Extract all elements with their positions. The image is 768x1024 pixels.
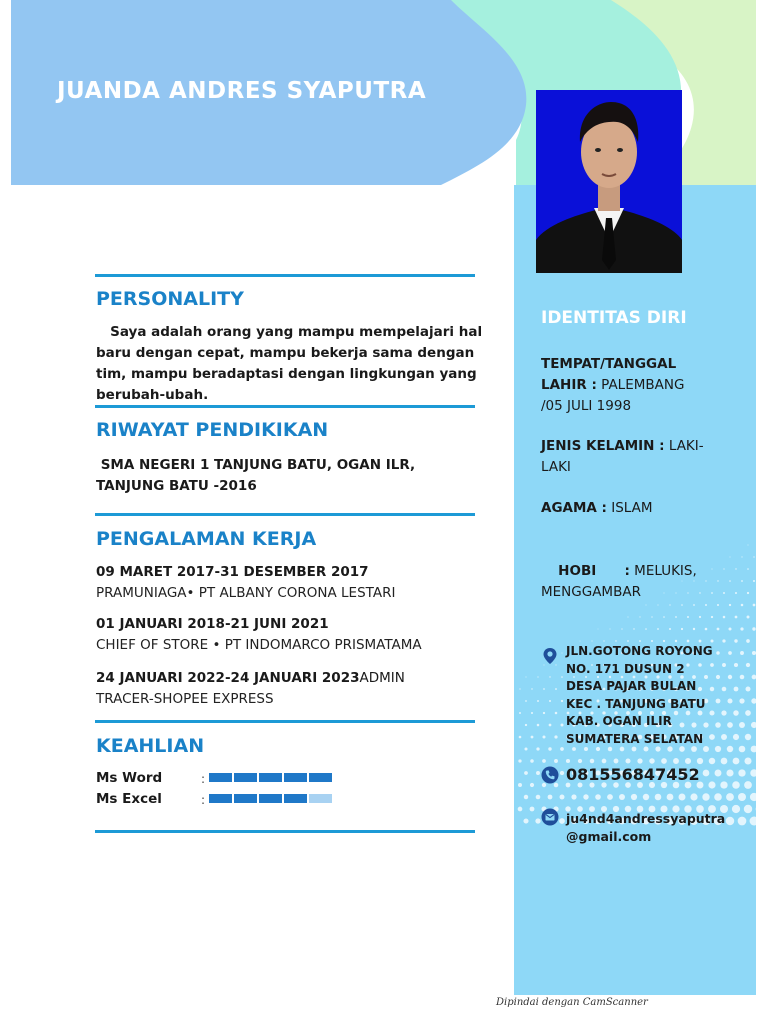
halftone-dot (580, 641, 581, 642)
gender-label: JENIS KELAMIN : (541, 438, 665, 454)
halftone-dot (679, 794, 686, 801)
halftone-dot (690, 793, 697, 800)
job-detail: CHIEF OF STORE • PT INDOMARCO PRISMATAMA (96, 637, 422, 653)
halftone-dot (554, 735, 557, 738)
skill-level-segment (259, 794, 282, 803)
section-divider (95, 513, 475, 516)
halftone-dot (709, 758, 715, 764)
halftone-dot (663, 616, 665, 618)
halftone-dot (536, 771, 540, 775)
halftone-dot (741, 580, 743, 582)
halftone-dot (687, 640, 690, 643)
education-line: SMA NEGERI 1 TANJUNG BATU, OGAN ILR, (96, 457, 416, 473)
halftone-dot (663, 640, 665, 642)
gender-info (541, 436, 741, 478)
religion-info (541, 498, 741, 519)
halftone-dot (651, 640, 653, 642)
skill-level-segment (234, 773, 257, 782)
halftone-dot (751, 746, 756, 753)
halftone-dot (631, 794, 637, 800)
halftone-dot (561, 676, 563, 678)
phone-icon (541, 766, 559, 784)
halftone-dot (714, 793, 722, 801)
job-period (96, 670, 405, 686)
email (566, 810, 746, 845)
job-detail: TRACER-SHOPEE EXPRESS (96, 691, 274, 707)
halftone-dot (555, 712, 558, 715)
skill-name: Ms Excel (96, 791, 162, 807)
personality-line: Saya adalah orang yang mampu mempelajari hal (96, 324, 483, 340)
address-line: SUMATERA SELATAN (566, 731, 704, 746)
halftone-dot (748, 545, 749, 546)
halftone-dot (537, 724, 540, 727)
skill-level-bar (209, 773, 332, 782)
location-pin-icon (541, 647, 559, 665)
halftone-dot (518, 759, 521, 762)
halftone-dot (639, 616, 640, 617)
halftone-dot (536, 747, 539, 750)
hobby-colon: : (596, 563, 630, 579)
email-line: @gmail.com (566, 828, 652, 844)
halftone-dot (619, 794, 625, 800)
skill-level-segment (209, 794, 232, 803)
gender-value: LAKI (541, 459, 571, 475)
skill-level-segment (234, 794, 257, 803)
education-line: TANJUNG BATU -2016 (96, 478, 257, 494)
hobby-info (541, 540, 741, 603)
halftone-dot (649, 758, 654, 763)
halftone-dot (747, 616, 750, 619)
halftone-dot (729, 604, 731, 606)
halftone-dot (537, 676, 538, 677)
halftone-dot (559, 818, 565, 824)
halftone-dot (639, 640, 641, 642)
halftone-dot (531, 688, 532, 689)
halftone-dot (535, 818, 540, 823)
halftone-dot (562, 653, 563, 654)
personality-line: berubah-ubah. (96, 387, 209, 403)
personality-heading: PERSONALITY (96, 288, 244, 310)
halftone-dot (703, 770, 710, 777)
personality-line: tim, mampu beradaptasi dengan lingkungan yang (96, 366, 477, 382)
halftone-dot (526, 677, 527, 678)
halftone-dot (559, 794, 564, 799)
job-period-dates: 24 JANUARI 2022-24 JANUARI 2023 (96, 670, 360, 686)
halftone-dot (681, 628, 683, 630)
halftone-dot (752, 627, 755, 630)
halftone-dot (657, 604, 658, 605)
halftone-dot (549, 700, 551, 702)
halftone-dot (583, 794, 588, 799)
halftone-dot (738, 793, 746, 801)
halftone-dot (530, 783, 534, 787)
identity-heading: IDENTITAS DIRI (541, 308, 687, 328)
halftone-dot (721, 758, 728, 765)
halftone-dot (633, 628, 634, 629)
halftone-dot (598, 629, 599, 630)
education-heading: RIWAYAT PENDIKIKAN (96, 419, 329, 441)
halftone-dot (518, 783, 522, 787)
halftone-dot (708, 781, 715, 788)
halftone-dot (705, 604, 707, 606)
halftone-dot (524, 795, 528, 799)
section-divider (95, 405, 475, 408)
halftone-dot (745, 686, 750, 691)
halftone-dot (726, 769, 733, 776)
halftone-dot (548, 747, 551, 750)
halftone-dot (751, 722, 756, 728)
skill-level-segment (209, 773, 232, 782)
halftone-dot (746, 639, 750, 643)
halftone-dot (591, 640, 592, 641)
halftone-dot (560, 771, 564, 775)
halftone-dot (675, 616, 677, 618)
halftone-dot (661, 758, 667, 764)
halftone-dot (667, 794, 674, 801)
email-line: ju4nd4andressyaputra (566, 811, 726, 826)
address-line: JLN.GOTONG ROYONG (566, 644, 713, 658)
halftone-dot (744, 781, 752, 789)
halftone-dot (681, 604, 683, 606)
halftone-dot (655, 794, 662, 801)
section-divider (95, 830, 475, 833)
profile-photo (536, 90, 682, 273)
religion-label: AGAMA : (541, 500, 607, 516)
halftone-dot (729, 628, 732, 631)
halftone-dot (747, 592, 749, 594)
halftone-dot (627, 640, 629, 642)
halftone-dot (723, 616, 726, 619)
cv-page (11, 0, 756, 995)
halftone-dot (740, 627, 743, 630)
halftone-dot (751, 698, 756, 703)
halftone-dot (752, 675, 756, 680)
halftone-dot (744, 757, 751, 764)
halftone-dot (699, 640, 702, 643)
halftone-dot (518, 807, 523, 812)
email-icon (541, 808, 559, 826)
halftone-dot (753, 556, 754, 557)
halftone-dot (702, 793, 709, 800)
halftone-dot (715, 770, 722, 777)
skill-level-segment (309, 773, 332, 782)
halftone-dot (750, 817, 756, 826)
hobby-label: HOBI (558, 563, 597, 579)
halftone-dot (566, 759, 570, 763)
skill-level-bar (209, 794, 332, 803)
halftone-dot (543, 688, 545, 690)
halftone-dot (543, 712, 545, 714)
halftone-dot (519, 712, 521, 714)
halftone-dot (607, 794, 613, 800)
halftone-dot (625, 758, 630, 763)
halftone-dot (693, 604, 695, 606)
halftone-dot (685, 758, 691, 764)
halftone-dot (645, 628, 647, 630)
skill-level-segment (284, 794, 307, 803)
skill-level-segment (259, 773, 282, 782)
halftone-dot (669, 628, 671, 630)
halftone-dot (693, 628, 695, 630)
halftone-dot (673, 758, 679, 764)
halftone-dot (530, 807, 535, 812)
halftone-dot (720, 781, 727, 788)
birth-label: LAHIR : (541, 377, 597, 393)
halftone-dot (753, 580, 755, 582)
halftone-dot (741, 604, 744, 607)
birth-info (541, 354, 741, 417)
halftone-dot (578, 759, 582, 763)
skill-colon: : (201, 793, 206, 807)
halftone-dot (637, 758, 642, 763)
halftone-dot (726, 793, 734, 801)
scan-watermark: Dipindai dengan CamScanner (496, 997, 648, 1008)
halftone-dot (752, 651, 756, 655)
halftone-dot (741, 556, 742, 557)
halftone-dot (571, 794, 576, 799)
halftone-dot (717, 628, 720, 631)
skill-name: Ms Word (96, 770, 163, 786)
halftone-dot (531, 736, 534, 739)
experience-heading: PENGALAMAN KERJA (96, 528, 317, 550)
halftone-dot (530, 759, 534, 763)
halftone-dot (542, 759, 546, 763)
hobby-value: MENGGAMBAR (541, 584, 641, 600)
address-line: DESA PAJAR BULAN (566, 679, 697, 693)
halftone-dot (669, 604, 670, 605)
halftone-dot (603, 640, 604, 641)
halftone-dot (705, 628, 708, 631)
halftone-dot (561, 700, 563, 702)
halftone-dot (746, 663, 750, 667)
halftone-dot (536, 795, 541, 800)
hobby-value: MELUKIS, (629, 563, 697, 579)
halftone-dot (537, 700, 539, 702)
halftone-dot (747, 568, 749, 570)
halftone-dot (643, 794, 649, 800)
halftone-dot (615, 640, 616, 641)
job-period: 09 MARET 2017-31 DESEMBER 2017 (96, 564, 369, 580)
address-line: NO. 171 DUSUN 2 (566, 661, 685, 676)
birth-place: PALEMBANG (596, 377, 685, 393)
halftone-dot (711, 616, 713, 618)
halftone-dot (590, 759, 594, 763)
address-line: KAB. OGAN ILIR (566, 714, 672, 728)
personality-line: baru dengan cepat, mampu bekerja sama dengan (96, 345, 475, 361)
halftone-dot (595, 794, 601, 800)
halftone-dot (675, 640, 677, 642)
halftone-dot (735, 616, 738, 619)
halftone-dot (717, 604, 719, 606)
halftone-dot (697, 758, 703, 764)
halftone-dot (524, 747, 527, 750)
halftone-dot (519, 688, 520, 689)
halftone-dot (525, 724, 527, 726)
halftone-dot (525, 700, 527, 702)
halftone-dot (657, 628, 659, 630)
halftone-dot (621, 628, 622, 629)
halftone-dot (651, 616, 652, 617)
birth-label: TEMPAT/TANGGAL (541, 356, 677, 372)
halftone-dot (614, 759, 619, 764)
skill-colon: : (201, 772, 206, 786)
address-line: KEC . TANJUNG BATU (566, 696, 706, 711)
halftone-dot (531, 712, 533, 714)
halftone-dot (687, 616, 689, 618)
halftone-dot (750, 769, 756, 777)
job-detail: PRAMUNIAGA• PT ALBANY CORONA LESTARI (96, 585, 396, 601)
halftone-dot (549, 724, 552, 727)
halftone-dot (560, 747, 564, 751)
address (566, 643, 746, 748)
halftone-dot (554, 759, 558, 763)
skills-heading: KEAHLIAN (96, 735, 205, 757)
job-period: 01 JANUARI 2018-21 JUNI 2021 (96, 616, 329, 632)
halftone-dot (602, 759, 607, 764)
halftone-dot (732, 781, 740, 789)
halftone-dot (738, 769, 745, 776)
halftone-dot (523, 818, 528, 823)
halftone-dot (628, 617, 629, 618)
job-period-role: ADMIN (359, 670, 405, 686)
halftone-dot (561, 724, 564, 727)
halftone-dot (519, 736, 522, 739)
religion-value: ISLAM (606, 500, 653, 516)
halftone-dot (750, 793, 756, 801)
halftone-dot (555, 688, 557, 690)
halftone-dot (524, 771, 528, 775)
phone-number: 081556847452 (566, 765, 700, 784)
halftone-dot (548, 795, 553, 800)
gender-value: LAKI- (664, 438, 704, 454)
halftone-dot (646, 605, 647, 606)
halftone-dot (699, 616, 701, 618)
section-divider (95, 274, 475, 277)
skill-level-segment (284, 773, 307, 782)
halftone-dot (733, 758, 740, 765)
person-name: JUANDA ANDRES SYAPUTRA (57, 78, 427, 104)
halftone-dot (542, 735, 545, 738)
halftone-dot (753, 604, 756, 607)
halftone-dot (609, 628, 610, 629)
section-divider (95, 720, 475, 723)
birth-date: /05 JULI 1998 (541, 398, 632, 414)
skill-level-segment (309, 794, 332, 803)
halftone-dot (549, 676, 550, 677)
halftone-dot (745, 710, 751, 716)
